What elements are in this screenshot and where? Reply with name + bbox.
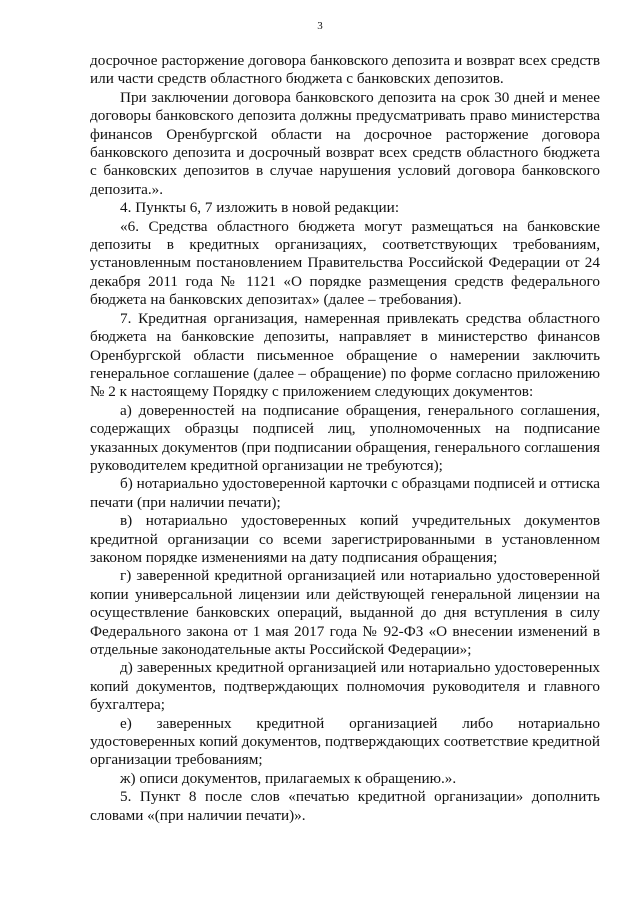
page-number: 3 [317,20,323,32]
paragraph-item-5: 5. Пункт 8 после слов «печатью кредитной организации» дополнить словами «(при наличии печати)». [90,788,600,824]
list-item-zh: ж) описи документов, прилагаемых к обращению.». [120,769,457,787]
list-item-g: г) заверенной кредитной организацией или нотариально удостоверенной копии универсальной лицензии или действующей генеральной лицензии на осуществление банковских операций, выданной до дня вступления в силу Федерального закона от 1 мая 2017 года № 92-ФЗ «О внесении изменений в отдельные законодательные акты Российской Федерации»; [90,567,600,658]
paragraph-deposit-30-days: При заключении договора банковского депозита на срок 30 дней и менее договоры банковского депозита должны предусматривать право министерства финансов Оренбургской области на досрочное расторжение договора банковского депозита и досрочный возврат всех средств областного бюджета с банковских депозитов в случае нарушения условий договора банковского депозита.». [90,88,600,198]
paragraph-point-6: «6. Средства областного бюджета могут размещаться на банковские депозиты в кредитных организациях, соответствующих требованиям, установленным постановлением Правительства Российской Федерации от 24 декабря 2011 года № 1121 «О порядке размещения средств федерального бюджета на банковских депозитах» (далее – требования). [90,217,600,309]
paragraph-point-7: 7. Кредитная организация, намеренная привлекать средства областного бюджета на банковские депозиты, направляет в министерство финансов Оренбургской области письменное обращение о намерении заключить генеральное соглашение (далее – обращение) по форме согласно приложению № 2 к настоящему Порядку с приложением следующих документов: [90,309,600,401]
list-item-a: а) доверенностей на подписание обращения, генерального соглашения, содержащих образцы подписей лиц, уполномоченных на подписание указанных документов (при подписании обращения, генерального соглашения руководителем кредитной организации не требуются); [90,401,600,474]
list-item-d: д) заверенных кредитной организацией или нотариально удостоверенных копий документов, подтверждающих полномочия руководителя и главного бухгалтера; [90,659,600,714]
list-item-e: е) заверенных кредитной организацией либо нотариально удостоверенных копий документов, подтверждающих соответствие кредитной организации требованиям; [90,714,600,769]
list-item-v: в) нотариально удостоверенных копий учредительных документов кредитной организации со всеми зарегистрированными в установленном законом порядке изменениями на дату подписания обращения; [90,512,600,566]
paragraph-continuation: досрочное расторжение договора банковского депозита и возврат всех средств или части средств областного бюджета с банковских депозитов. [90,52,600,88]
paragraph-item-4: 4. Пункты 6, 7 изложить в новой редакции: [120,199,400,217]
list-item-b: б) нотариально удостоверенной карточки с образцами подписей и оттиска печати (при наличии печати); [90,475,600,511]
document-body [90,52,600,825]
